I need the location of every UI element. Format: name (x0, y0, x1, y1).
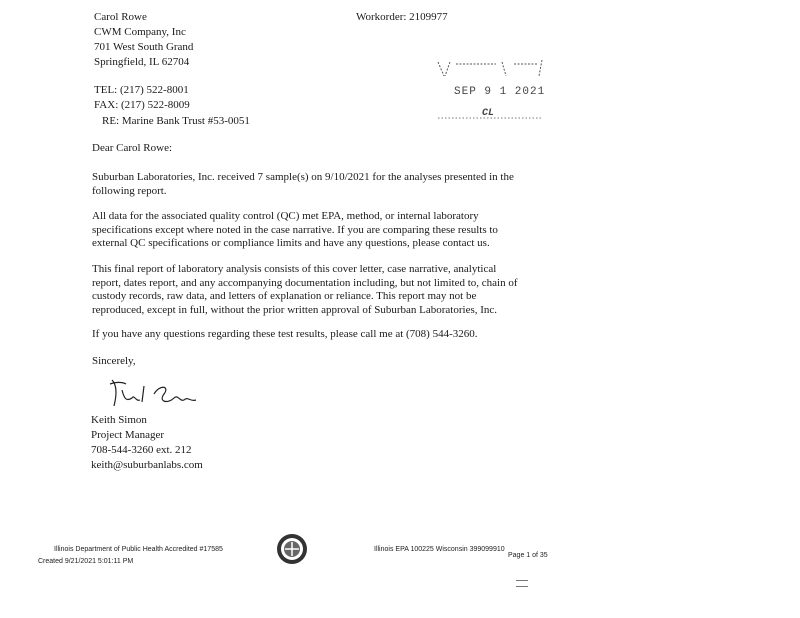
epa-certification-text: Illinois EPA 100225 Wisconsin 399099910 (374, 546, 505, 553)
recipient-name: Carol Rowe (94, 11, 147, 23)
page-number: Page 1 of 35 (508, 552, 548, 559)
paragraph-report-contents: This final report of laboratory analysis consists of this cover letter, case narrative, analytical report, dates report, and any accompanying documentation including, but not limited to, chain of custody records, raw data, and letters of explanation or reliance. This report may not be reproduced, except in full, without the prior written approval of Suburban Laboratories, Inc. (92, 263, 518, 316)
footer-mark (516, 580, 528, 587)
paragraph-qc: All data for the associated quality control (QC) met EPA, method, or internal laboratory specifications except where noted in the case narrative. If you are comparing these results to external QC specifications or compliance limits and have any questions, please contact us. (92, 210, 498, 249)
signer-block (91, 414, 203, 474)
stamp-initials: CL (482, 108, 495, 119)
salutation: Dear Carol Rowe: (92, 142, 173, 154)
signer-phone: 708-544-3260 ext. 212 (91, 444, 192, 456)
re-line: RE: Marine Bank Trust #53-0051 (102, 115, 250, 127)
tel-line: TEL: (217) 522-8001 (94, 84, 189, 96)
recipient-city: Springfield, IL 62704 (94, 56, 190, 68)
handwritten-signature (104, 372, 204, 412)
recipient-company: CWM Company, Inc (94, 26, 186, 38)
paragraph-contact: If you have any questions regarding these test results, please call me at (708) 544-3260. (92, 328, 478, 340)
signer-name: Keith Simon (91, 414, 147, 426)
received-stamp (432, 56, 548, 126)
signer-title: Project Manager (91, 429, 164, 441)
workorder-label: Workorder: 2109977 (356, 11, 448, 23)
paragraph-received: Suburban Laboratories, Inc. received 7 sample(s) on 9/10/2021 for the analyses presented in the following report. (92, 171, 514, 197)
accreditation-text: Illinois Department of Public Health Accredited #17585 (54, 546, 223, 553)
signer-email: keith@suburbanlabs.com (91, 459, 203, 471)
closing: Sincerely, (92, 355, 136, 367)
stamp-date: SEP 9 1 2021 (454, 86, 546, 98)
created-timestamp: Created 9/21/2021 5:01:11 PM (38, 558, 134, 565)
recipient-address-block (94, 11, 193, 71)
laboratory-seal-icon (276, 533, 308, 565)
recipient-street: 701 West South Grand (94, 41, 194, 53)
fax-line: FAX: (217) 522-8009 (94, 99, 190, 111)
contact-block (94, 84, 190, 114)
